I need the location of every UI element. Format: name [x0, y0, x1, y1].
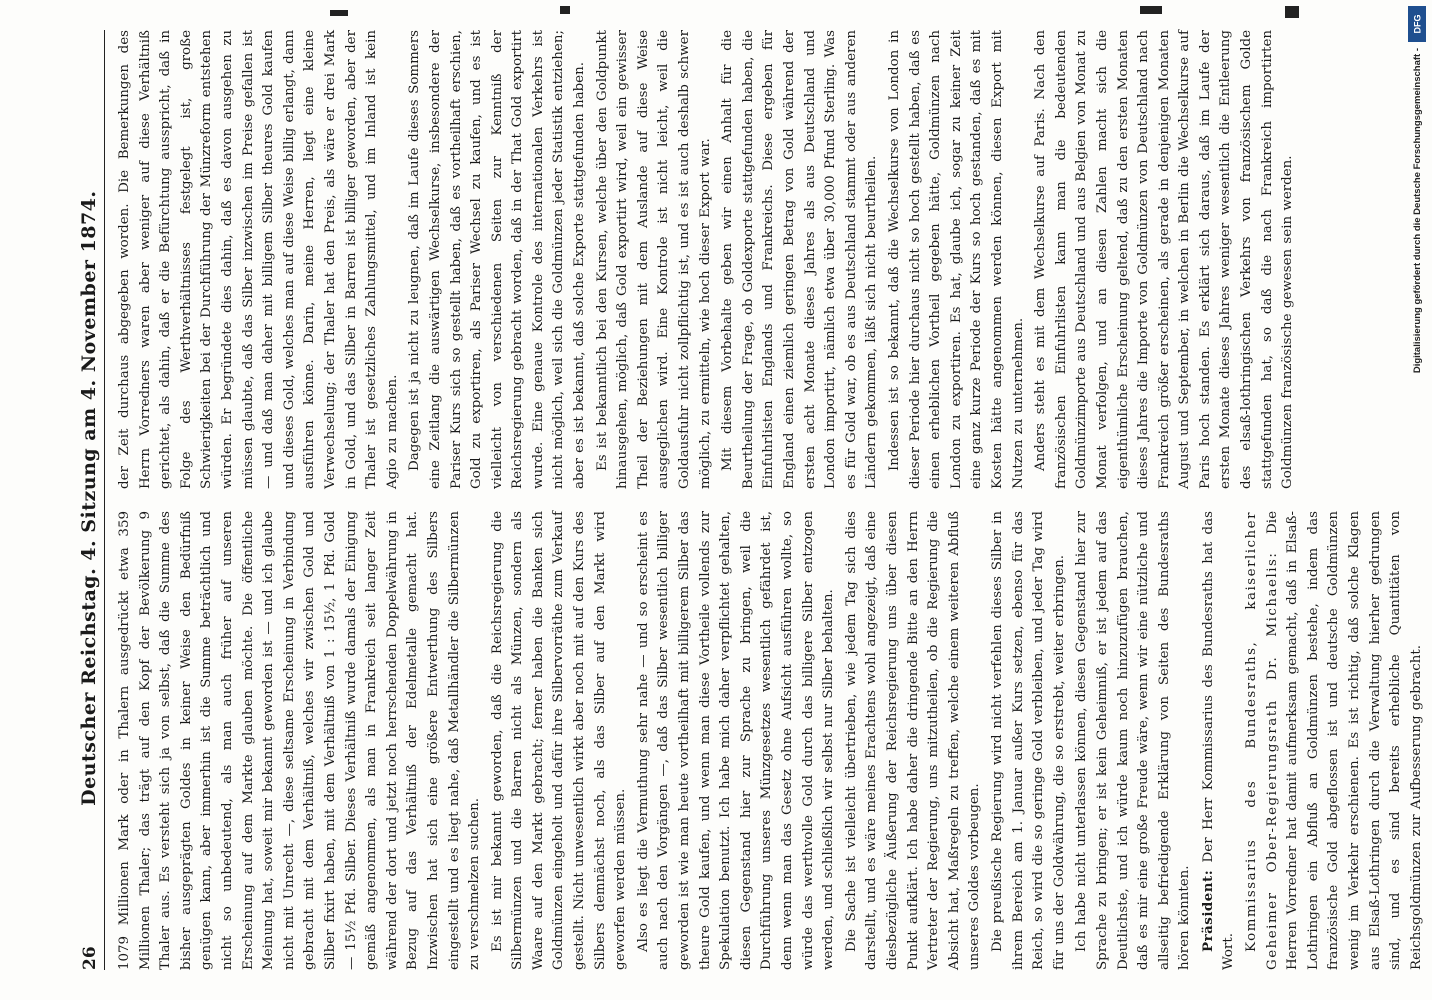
speaker-paragraph	[1198, 511, 1240, 970]
paragraph: Es ist mir bekannt geworden, daß die Reichsregierung die Silbermünzen und die Barren nicht als Münzen, sondern als Waare auf den Markt gebracht; ferner haben die Banken sich Goldmünzen eingeholt und dafür ihre Silbervorräthe zum Verkauf gestellt. Nicht unwesentlich wirkt aber noch mit auf den Kurs des Silbers demnächst noch, als das Silber auf den Markt wird geworfen werden müssen.	[489, 511, 629, 970]
scan-speck	[1285, 6, 1299, 18]
left-column	[115, 511, 1424, 970]
dfg-logo: DFG	[1408, 6, 1426, 42]
running-head	[51, 30, 105, 970]
paragraph: Ich habe nicht unterlassen können, diesen Gegenstand hier zur Sprache zu bringen; er ist kein Geheimniß, er ist jedem auf das Deutlichste, und ich würde kaum noch hinzuzufügen brauchen, daß es mir eine große Freude wäre, wenn wir eine nützliche und allseitig befriedigende Erklärung von Seiten des Bundesraths hören könnten.	[1074, 511, 1193, 970]
digitization-credit	[1404, 6, 1430, 996]
credit-text: Digitalisierung gefördert durch die Deutsche Forschungsgemeinschaft -	[1411, 48, 1423, 374]
paragraph: Anders steht es mit dem Wechselkurse auf Paris. Nach den französischen Einfuhrlisten kann man die bedeutenden Goldmünzimporte aus Deutschland und aus Belgien von Monat zu Monat verfolgen, und an diesen Zahlen macht sich die eigenthümliche Erscheinung geltend, daß zu den ersten Monaten dieses Jahres die Importe von Goldmünzen von Deutschland nach Frankreich größer erscheinen, als gerade in denjenigen Monaten August und September, in welchen in Berlin die Wechselkurse auf Paris hoch standen. Es erklärt sich daraus, daß im Laufe der ersten Monate dieses Jahres weniger wesentlich die Entleerung des elsaß-lothringischen Verkehrs von französischem Golde stattgefunden hat, so daß die nach Frankreich importirten Goldmünzen französische gewesen sein werden.	[1033, 30, 1296, 489]
paragraph: 1079 Millionen Mark oder in Thalern ausgedrückt etwa 359 Millionen Thaler; das trägt auf den Kopf der Bevölkerung 9 Thaler aus. Es versteht sich ja von selbst, daß die Summe des bisher ausgeprägten Goldes in keiner Weise den Bedürfniß genügen kann, aber immerhin ist die Summe beträchtlich und nicht so unbedeutend, als man auch früher auf unseren Erscheinung auf dem Markte glauben möchte. Die öffentliche Meinung hat, soweit mir bekannt geworden ist — und ich glaube nicht mit Unrecht —, diese seltsame Erscheinung in Verbindung gebracht mit dem Verhältniß, welches wir zwischen Gold und Silber fixirt haben, mit dem Verhältniß von 1 : 15½, 1 Pfd. Gold — 15½ Pfd. Silber. Dieses Verhältniß wurde damals der Einigung gemäß angenommen, als man in Frankreich seit langer Zeit während der dort und jetzt noch herrschenden Doppelwährung in Bezug auf das Verhältniß der Edelmetalle gemacht hat. Inzwischen hat sich eine größere Entwerthung des Silbers eingestellt und es liegt nahe, daß Metallhändler die Silbermünzen zu verschmelzen suchen.	[117, 511, 483, 970]
paragraph: Indessen ist so bekannt, daß die Wechselkurse von London in dieser Periode hier durchaus nicht so hoch gestellt haben, daß es einen erheblichen Vortheil gegeben hätte, Goldmünzen nach London zu exportiren. Es hat, glaube ich, sogar zu keiner Zeit eine ganz kurze Periode der Kurs so hoch gestanden, daß es mit Kosten hätte angenommen werden können, diesen Export mit Nutzen zu unternehmen.	[886, 30, 1026, 489]
scan-speck	[560, 6, 570, 14]
speaker-text: Die Herren Vorredner hat damit aufmerksam gemacht, daß in Elsaß-Lothringen ein Abfluß an Goldmünzen bestehe, indem das französische Gold abgeflossen ist und deutsche Goldmünzen wenig im Verkehr erschienen. Es ist richtig, daß solche Klagen aus Elsaß-Lothringen durch die Verwaltung hierher gedrungen sind, und es sind bereits erhebliche Quantitäten von Reichsgoldmünzen zur Aufbesserung gebracht.	[1264, 511, 1424, 970]
paragraph: der Zeit durchaus abgegeben worden. Die Bemerkungen des Herrn Vorredners waren aber weniger auf diese Verhältniß gerichtet, als dahin, daß er die Befürchtung ausspricht, daß in Folge des Werthverhältnisses festgelegt ist, große Schwierigkeiten bei der Durchführung der Münzreform entstehen würden. Er begründete dies dahin, daß es davon ausgehen zu müssen glaubte, daß das Silber inzwischen im Preise gefallen ist — und daß man daher mit billigem Silber theures Gold kaufen und dieses Gold, welches man auf diese Weise billig erlangt, dann ausführen könne. Darin, meine Herren, liegt eine kleine Verwechselung; der Thaler hat den Preis, als wäre er drei Mark in Gold, und das Silber in Barren ist billiger geworden, aber der Thaler ist gesetzliches Zahlungsmittel, und im Inland ist kein Agio zu machen.	[117, 30, 400, 489]
right-column	[115, 30, 1381, 489]
paragraph: Mit diesem Vorbehalte geben wir einen Anhalt für die Beurtheilung der Frage, ob Goldexporte stattgefunden haben, die Einfuhrlisten Englands und Frankreichs. Diese ergeben für England einen ziemlich geringen Betrag von Gold während der ersten acht Monate dieses Jahres als aus Deutschland und London importirt, nämlich etwa über 30,000 Pfund Sterling. Was es für Gold war, ob es aus Deutschland stammt oder aus anderen Ländern gekommen, läßt sich nicht beurtheilen.	[720, 30, 880, 489]
paragraph: Also es liegt die Vermuthung sehr nahe — und so erscheint es auch nach den Vorgängen —, daß das Silber wesentlich billiger geworden ist wie man heute vortheilhaft mit billigerem Silber das theure Gold kaufen, und wenn man diese Vortheile vollends zur Spekulation benutzt. Ich habe mich daher verpflichtet gehalten, diesen Gegenstand hier zur Sprache zu bringen, weil die Durchführung unseres Münzgesetzes wesentlich gefährdet ist, denn wenn man das Gesetz ohne Aufsicht ausführen wollte, so würde das werthvolle Gold durch das billigere Silber entzogen werden, und schließlich wir selbst nur Silber behalten.	[635, 511, 837, 970]
speaker-label: Präsident:	[1199, 869, 1216, 952]
paragraph: Die preußische Regierung wird nicht verfehlen dieses Silber in ihrem Bereich am 1. Januar außer Kurs setzen, ebenso für das Reich, so wird die so geringe Gold verbleiben, und jeder Tag wird für uns der Goldwährung, die so erstrebt, weiter erbringen.	[989, 511, 1067, 970]
page-number: 26	[80, 946, 100, 970]
paragraph: Dagegen ist ja nicht zu leugnen, daß im Laufe dieses Sommers eine Zeitlang die auswärtigen Wechselkurse, insbesondere der Pariser Kurs sich so gestellt haben, daß es vortheilhaft erschien, Gold zu exportiren, als Pariser Wechsel zu kaufen, und es ist vielleicht von verschiedenen Seiten zur Kenntniß der Reichsregierung gebracht worden, daß in der That Gold exportirt wurde. Eine genaue Kontrole des internationalen Verkehrs ist nicht möglich, weil sich die Goldmünzen jeder Statistik entziehen; aber es ist bekannt, daß solche Exporte stattgefunden haben.	[407, 30, 588, 489]
page-title: Deutscher Reichstag. 4. Sitzung am 4. November 1874.	[78, 190, 100, 806]
paragraph: Die Sache ist vielleicht übertrieben, wie jedem Tag sich dies darstellt, und es wäre meines Erachtens wohl angezeigt, daß eine diesbezügliche Äußerung der Reichsregierung uns über diesen Punkt aufklärt. Ich habe daher die dringende Bitte an den Herrn Vertreter der Regierung, uns mitzutheilen, ob die Regierung die Absicht hat, Maßregeln zu treffen, welche einem weiteren Abfluß unseres Goldes vorbeugen.	[843, 511, 983, 970]
scan-speck	[330, 10, 348, 16]
scan-speck	[1140, 6, 1162, 14]
paragraph: Es ist bekanntlich bei den Kursen, welche über den Goldpunkt hinausgehen, möglich, daß Gold exportirt wird, weil ein gewisser Theil der Beziehungen mit dem Auslande auf diese Weise ausgeglichen wird. Eine Kontrole ist nicht leicht, weil die Goldausfuhr nicht zollpflichtig ist, und es ist auch deshalb schwer möglich, zu ermitteln, wie hoch dieser Export war.	[594, 30, 713, 489]
speaker-paragraph	[1242, 511, 1427, 970]
speaker-text: Der Herr Kommissarius des Bundesraths hat das Wort.	[1200, 511, 1237, 970]
speaker-label: Kommissarius des Bundesraths, kaiserlicher Geheimer Ober-Regierungsrath Dr. Michaelis:	[1244, 511, 1280, 970]
